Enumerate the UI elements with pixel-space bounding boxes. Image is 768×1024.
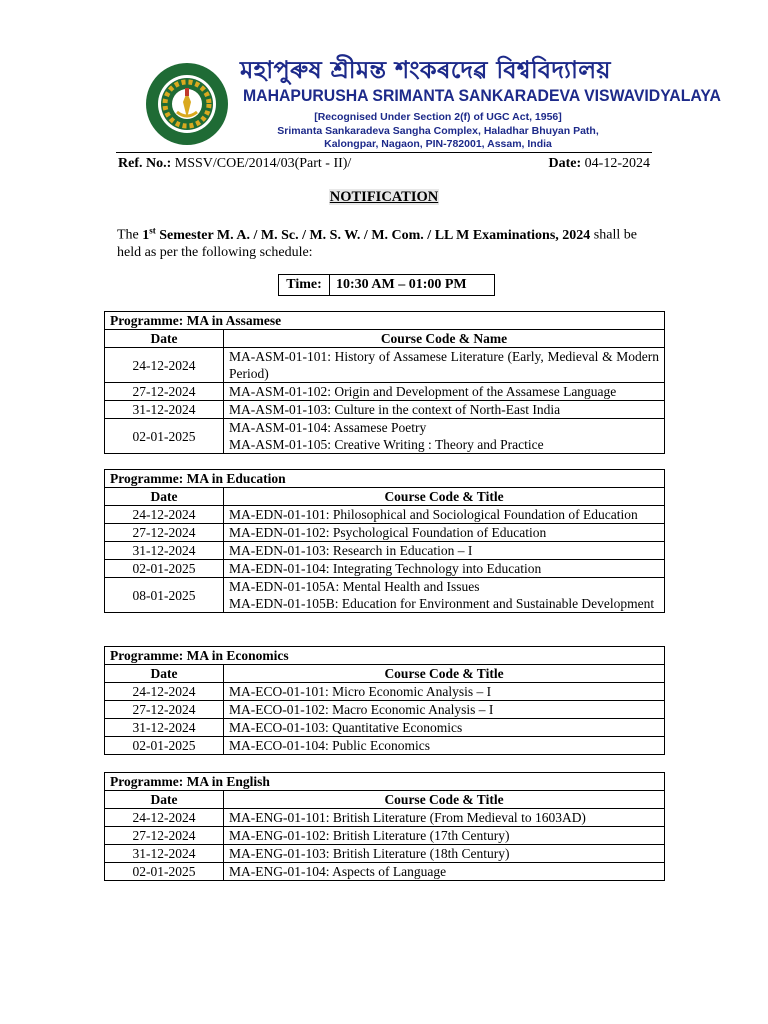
notice-date xyxy=(549,156,650,172)
programme-heading: Programme: MA in Economics xyxy=(105,647,665,665)
exam-date: 31-12-2024 xyxy=(105,401,224,419)
reference-number xyxy=(118,156,351,172)
address-line-1: Srimanta Sankaradeva Sangha Complex, Haladhar Bhuyan Path, xyxy=(277,125,599,137)
schedule-table-english xyxy=(104,772,665,881)
intro-prefix: The xyxy=(117,227,143,243)
course-line: MA-EDN-01-105B: Education for Environment and Sustainable Development xyxy=(229,596,655,611)
course-line: MA-ASM-01-104: Assamese Poetry xyxy=(229,420,427,435)
table-row xyxy=(105,524,665,542)
col-course-header: Course Code & Title xyxy=(224,665,665,683)
course-entry: MA-ASM-01-102: Origin and Development of the Assamese Language xyxy=(224,383,665,401)
col-course-header: Course Code & Title xyxy=(224,791,665,809)
exam-date: 24-12-2024 xyxy=(105,683,224,701)
table-row xyxy=(105,401,665,419)
exam-date: 27-12-2024 xyxy=(105,701,224,719)
university-name-english: MAHAPURUSHA SRIMANTA SANKARADEVA VISWAVIDYALAYA xyxy=(243,86,721,105)
intro-ordinal: 1 xyxy=(142,227,150,243)
exam-date: 27-12-2024 xyxy=(105,383,224,401)
table-row xyxy=(105,578,665,613)
course-entry: MA-ECO-01-104: Public Economics xyxy=(224,737,665,755)
col-course-header: Course Code & Title xyxy=(224,488,665,506)
course-entry: MA-ENG-01-101: British Literature (From Medieval to 1603AD) xyxy=(224,809,665,827)
exam-date: 02-01-2025 xyxy=(105,737,224,755)
course-entry: MA-EDN-01-103: Research in Education – I xyxy=(224,542,665,560)
table-row xyxy=(105,845,665,863)
table-row xyxy=(105,419,665,454)
exam-date: 31-12-2024 xyxy=(105,845,224,863)
ref-value: MSSV/COE/2014/03(Part - II)/ xyxy=(171,156,352,171)
programme-heading: Programme: MA in Assamese xyxy=(105,312,665,330)
university-name-bengali: মহাপুৰুষ শ্ৰীমন্ত শংকৰদেৱ বিশ্ববিদ্যালয় xyxy=(240,56,611,84)
reference-line xyxy=(118,156,650,174)
intro-suffix: shall be held as per the following schedule: xyxy=(117,227,637,260)
table-row xyxy=(105,506,665,524)
col-date-header: Date xyxy=(105,488,224,506)
col-date-header: Date xyxy=(105,665,224,683)
exam-date: 27-12-2024 xyxy=(105,827,224,845)
header-divider xyxy=(116,152,652,153)
table-row xyxy=(105,348,665,383)
exam-date: 24-12-2024 xyxy=(105,809,224,827)
table-row xyxy=(105,809,665,827)
course-entry: MA-ENG-01-103: British Literature (18th Century) xyxy=(224,845,665,863)
exam-date: 31-12-2024 xyxy=(105,719,224,737)
programme-heading: Programme: MA in Education xyxy=(105,470,665,488)
date-value: 04-12-2024 xyxy=(581,156,650,171)
exam-date: 02-01-2025 xyxy=(105,419,224,454)
intro-paragraph xyxy=(117,222,651,261)
course-entry xyxy=(224,578,665,613)
table-row xyxy=(105,542,665,560)
table-row xyxy=(105,560,665,578)
course-entry: MA-ECO-01-103: Quantitative Economics xyxy=(224,719,665,737)
exam-date: 27-12-2024 xyxy=(105,524,224,542)
course-entry xyxy=(224,419,665,454)
col-course-header: Course Code & Name xyxy=(224,330,665,348)
course-entry: MA-EDN-01-104: Integrating Technology into Education xyxy=(224,560,665,578)
table-row xyxy=(105,863,665,881)
course-entry: MA-ECO-01-101: Micro Economic Analysis – I xyxy=(224,683,665,701)
course-entry: MA-ECO-01-102: Macro Economic Analysis – I xyxy=(224,701,665,719)
course-entry: MA-ASM-01-101: History of Assamese Literature (Early, Medieval & Modern Period) xyxy=(224,348,665,383)
col-date-header: Date xyxy=(105,330,224,348)
ref-label: Ref. No.: xyxy=(118,156,172,171)
table-row xyxy=(105,701,665,719)
time-label: Time: xyxy=(279,275,330,295)
course-line: MA-EDN-01-105A: Mental Health and Issues xyxy=(229,579,480,594)
exam-date: 24-12-2024 xyxy=(105,348,224,383)
programme-heading: Programme: MA in English xyxy=(105,773,665,791)
table-row xyxy=(105,827,665,845)
schedule-table-assamese xyxy=(104,311,665,454)
intro-ordinal-sup: st xyxy=(149,225,156,235)
table-row xyxy=(105,683,665,701)
course-line: MA-ASM-01-105: Creative Writing : Theory and Practice xyxy=(229,437,544,452)
date-label: Date: xyxy=(548,156,582,171)
course-entry: MA-ASM-01-103: Culture in the context of North-East India xyxy=(224,401,665,419)
course-entry: MA-ENG-01-102: British Literature (17th Century) xyxy=(224,827,665,845)
time-value: 10:30 AM – 01:00 PM xyxy=(336,277,467,292)
recognition-line: [Recognised Under Section 2(f) of UGC Act, 1956] xyxy=(314,111,562,123)
course-entry: MA-ENG-01-104: Aspects of Language xyxy=(224,863,665,881)
exam-date: 24-12-2024 xyxy=(105,506,224,524)
notification-heading xyxy=(0,189,768,206)
notification-title: NOTIFICATION xyxy=(329,189,439,205)
table-row xyxy=(105,383,665,401)
course-entry: MA-EDN-01-101: Philosophical and Sociological Foundation of Education xyxy=(224,506,665,524)
schedule-table-education xyxy=(104,469,665,613)
exam-date: 02-01-2025 xyxy=(105,863,224,881)
exam-date: 08-01-2025 xyxy=(105,578,224,613)
table-row xyxy=(105,737,665,755)
address-line-2: Kalongpar, Nagaon, PIN-782001, Assam, India xyxy=(324,138,552,150)
col-date-header: Date xyxy=(105,791,224,809)
table-row xyxy=(105,719,665,737)
intro-exam-name: Semester M. A. / M. Sc. / M. S. W. / M. Com. / LL M Examinations, 2024 xyxy=(155,227,591,243)
exam-date: 31-12-2024 xyxy=(105,542,224,560)
letterhead xyxy=(0,0,768,150)
exam-date: 02-01-2025 xyxy=(105,560,224,578)
course-entry: MA-EDN-01-102: Psychological Foundation of Education xyxy=(224,524,665,542)
university-seal-icon xyxy=(145,62,229,146)
time-box xyxy=(278,274,495,296)
schedule-table-economics xyxy=(104,646,665,755)
